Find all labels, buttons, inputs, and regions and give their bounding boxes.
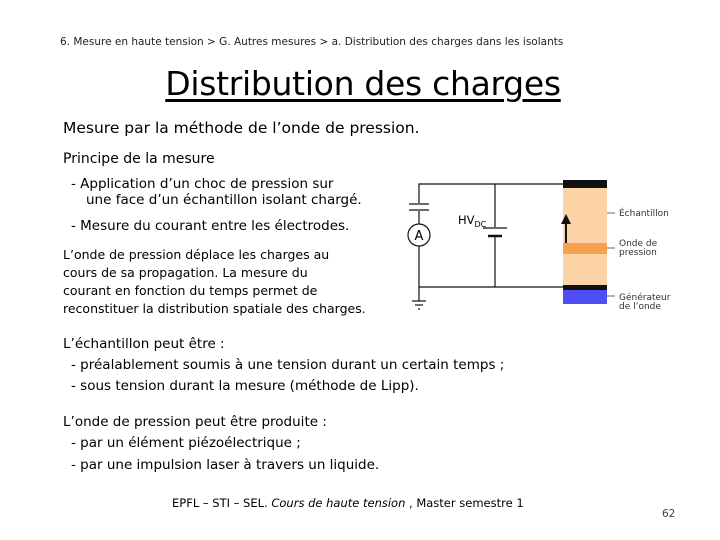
principe-paragraph-line: L’onde de pression déplace les charges au xyxy=(63,247,330,262)
principe-paragraph-line: courant en fonction du temps permet de xyxy=(63,283,318,298)
principe-paragraph-line: cours de sa propagation. La mesure du xyxy=(63,265,308,280)
label-wave: pression xyxy=(619,248,657,258)
measurement-diagram xyxy=(395,170,705,320)
circuit-wire-top xyxy=(419,184,563,203)
wave-generator-block xyxy=(563,289,607,304)
page-title: Distribution des charges xyxy=(165,64,561,103)
principe-paragraph-line: reconstituer la distribution spatiale des charges. xyxy=(63,301,366,316)
ammeter-label: A xyxy=(414,229,424,244)
pressure-wave-band xyxy=(563,243,607,254)
breadcrumb: 6. Mesure en haute tension > G. Autres mesures > a. Distribution des charges dans les isolants xyxy=(60,36,564,48)
footer-text: EPFL – STI – SEL. xyxy=(172,496,272,510)
label-sample: Échantillon xyxy=(619,209,669,219)
echantillon-item: - préalablement soumis à une tension durant un certain temps ; xyxy=(71,357,505,373)
principe-heading: Principe de la mesure xyxy=(63,151,215,167)
label-generator: de l’onde xyxy=(619,302,661,312)
top-electrode xyxy=(563,180,607,188)
circuit-wire-bottom xyxy=(419,246,563,287)
sample-block xyxy=(563,180,607,300)
echantillon-item: - sous tension durant la mesure (méthode de Lipp). xyxy=(71,378,419,394)
onde-item: - par une impulsion laser à travers un liquide. xyxy=(71,457,380,473)
onde-item: - par un élément piézoélectrique ; xyxy=(71,435,301,451)
footer-text: , Master semestre 1 xyxy=(405,496,524,510)
principe-item: - Application d’un choc de pression sur xyxy=(71,176,334,192)
echantillon-heading: L’échantillon peut être : xyxy=(63,336,225,352)
principe-item: - Mesure du courant entre les électrodes. xyxy=(71,218,350,234)
footer-course: Cours de haute tension xyxy=(271,496,406,510)
label-wave: Onde de xyxy=(619,239,658,249)
subtitle: Mesure par la méthode de l’onde de pression. xyxy=(63,119,420,137)
page-number: 62 xyxy=(662,508,676,520)
principe-item: une face d’un échantillon isolant chargé. xyxy=(86,192,362,208)
onde-heading: L’onde de pression peut être produite : xyxy=(63,414,327,430)
hv-label: $HV_{DC}$ xyxy=(458,213,487,229)
footer xyxy=(172,496,524,510)
bottom-electrode xyxy=(563,285,607,290)
label-generator: Générateur xyxy=(619,293,671,303)
